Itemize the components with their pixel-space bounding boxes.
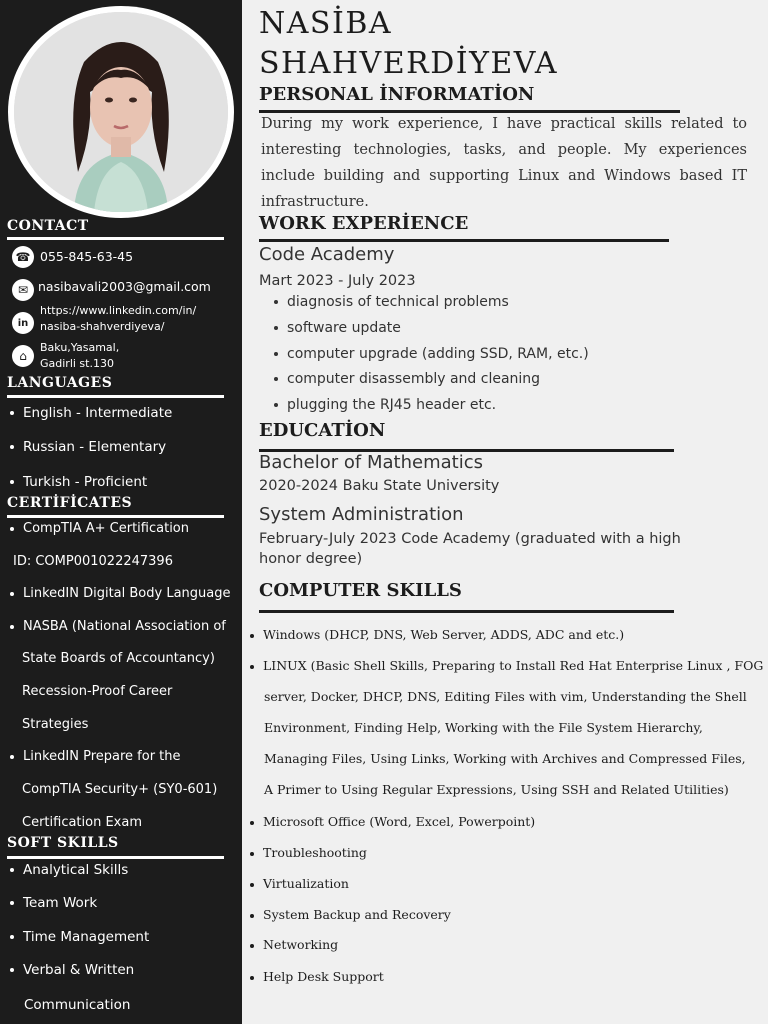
work-experience-divider [259,239,669,242]
education-heading: EDUCATİON [259,420,386,441]
work-item: software update [274,320,401,336]
soft-skill-item-cont: Communication [24,997,131,1013]
soft-skill-item: Team Work [10,895,97,911]
languages-divider [7,395,224,398]
education-course-detail: February-July 2023 Code Academy (graduated with a high [259,531,681,547]
soft-skill-item: Time Management [10,929,149,945]
skill-item-cont: Managing Files, Using Links, Working with Archives and Compressed Files, [264,751,746,766]
certificate-item-cont: CompTIA Security+ (SY0-601) [22,782,218,797]
linkedin-line-1: https://www.linkedin.com/in/ [40,304,197,317]
phone-number: 055-845-63-45 [40,249,134,264]
skill-item: LINUX (Basic Shell Skills, Preparing to Install Red Hat Enterprise Linux , FOG [250,658,763,673]
skill-item: Microsoft Office (Word, Excel, Powerpoint) [250,814,535,829]
certificate-item-cont: Certification Exam [22,815,143,830]
address-row [12,340,119,372]
personal-info-heading: PERSONAL İNFORMATİON [259,84,535,105]
languages-heading: LANGUAGES [7,375,113,391]
name-last: SHAHVERDİYEVA [259,46,559,81]
linkedin-row [12,303,196,335]
main-content [242,0,768,1024]
linkedin-icon: in [12,312,34,334]
skill-item-cont: A Primer to Using Regular Expressions, Using SSH and Related Utilities) [264,782,729,797]
profile-photo-frame [8,6,234,218]
certificates-divider [7,515,224,518]
work-item: computer upgrade (adding SSD, RAM, etc.) [274,346,589,362]
certificate-item-cont: Strategies [22,717,89,732]
skill-item-cont: server, Docker, DHCP, DNS, Editing Files with vim, Understanding the Shell [264,689,747,704]
skill-item: System Backup and Recovery [250,907,451,922]
work-dates: Mart 2023 - July 2023 [259,273,416,289]
sidebar [0,0,242,1024]
contact-heading: CONTACT [7,218,89,234]
email-icon: ✉ [12,279,34,301]
skill-item: Virtualization [250,876,349,891]
work-item: diagnosis of technical problems [274,294,509,310]
email-row [12,279,211,301]
certificate-item-cont: State Boards of Accountancy) [22,651,215,666]
certificate-item: LinkedIN Digital Body Language [10,586,231,601]
certificate-item: CompTIA A+ Certification [10,521,189,536]
soft-skill-item: Verbal & Written [10,962,134,978]
phone-row [12,246,133,268]
profile-photo [14,12,228,212]
education-course-detail-cont: honor degree) [259,551,363,567]
computer-skills-divider [259,610,674,613]
language-item: Turkish - Proficient [10,474,147,490]
soft-skill-item: Analytical Skills [10,862,128,878]
work-item: computer disassembly and cleaning [274,371,540,387]
soft-skills-divider [7,856,224,859]
certificate-item: NASBA (National Association of [10,619,226,634]
address-line-2: Gadirli st.130 [40,357,114,370]
certificate-id: ID: COMP001022247396 [13,554,173,569]
email-link[interactable]: nasibavali2003@gmail.com [38,279,211,294]
education-degree: Bachelor of Mathematics [259,452,483,473]
phone-icon: ☎ [12,246,34,268]
certificates-heading: CERTİFİCATES [7,495,133,511]
address-line-1: Baku,Yasamal, [40,341,120,354]
certificate-item-cont: Recession-Proof Career [22,684,173,699]
computer-skills-heading: COMPUTER SKILLS [259,580,462,601]
education-detail: 2020-2024 Baku State University [259,478,500,494]
work-company: Code Academy [259,244,395,265]
work-item: plugging the RJ45 header etc. [274,397,496,413]
linkedin-link[interactable] [40,303,196,335]
soft-skills-heading: SOFT SKILLS [7,835,119,851]
education-course: System Administration [259,504,464,525]
address-text [40,340,119,372]
skill-item: Networking [250,937,338,952]
contact-divider [7,237,224,240]
skill-item: Help Desk Support [250,969,384,984]
personal-info-text: During my work experience, I have practical skills related to interesting technologies, tasks, and people. My experiences include building and supporting Linux and Windows based IT infrastructure. [261,116,747,210]
language-item: English - Intermediate [10,405,172,421]
linkedin-line-2: nasiba-shahverdiyeva/ [40,320,165,333]
certificate-item: LinkedIN Prepare for the [10,749,181,764]
language-item: Russian - Elementary [10,439,166,455]
portrait-illustration [14,12,228,212]
skill-item-cont: Environment, Finding Help, Working with the File System Hierarchy, [264,720,703,735]
home-icon: ⌂ [12,345,34,367]
work-experience-heading: WORK EXPERİENCE [259,213,469,234]
skill-item: Troubleshooting [250,845,367,860]
name-first: NASİBA [259,6,393,41]
skill-item: Windows (DHCP, DNS, Web Server, ADDS, ADC and etc.) [250,627,624,642]
